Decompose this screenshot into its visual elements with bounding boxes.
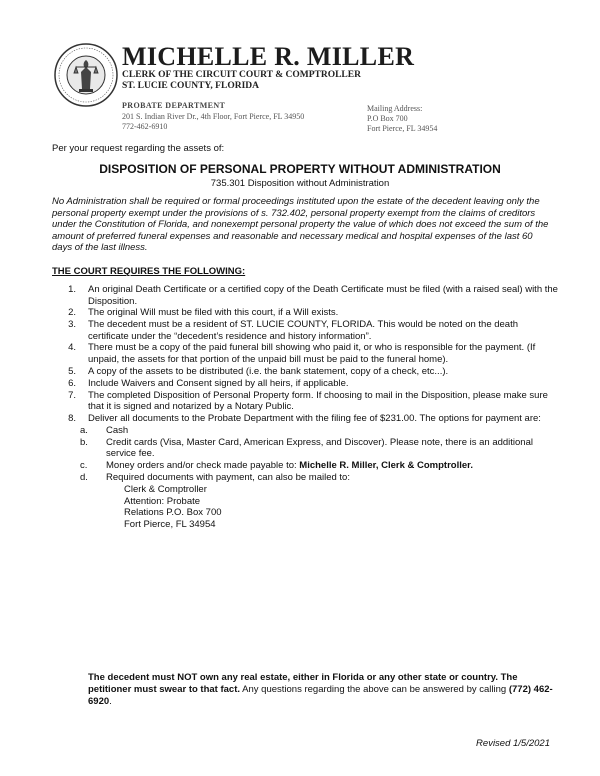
- payment-option-mail: d. Required documents with payment, can also be mailed to:: [80, 471, 350, 483]
- list-item: 3. The decedent must be a resident of ST. LUCIE COUNTY, FLORIDA. This would be noted on the death certificate under the “decedent’s residence and history information”.: [68, 319, 519, 342]
- list-item: 5. A copy of the assets to be distributed (i.e. the bank statement, copy of a check, etc...).: [68, 365, 449, 377]
- mailing-label: Mailing Address:: [367, 104, 423, 113]
- list-item: 8. Deliver all documents to the Probate Department with the filing fee of $231.00. The options for payment are:: [68, 412, 541, 424]
- mailing-city: Fort Pierce, FL 34954: [367, 124, 438, 133]
- list-item: 2. The original Will must be filed with this court, if a Will exists.: [68, 307, 339, 319]
- county-name: ST. LUCIE COUNTY, FLORIDA: [122, 81, 259, 91]
- intro-text: Per your request regarding the assets of:: [52, 143, 225, 154]
- mailing-pobox: P.O Box 700: [367, 114, 408, 123]
- payment-option-credit: b. Credit cards (Visa, Master Card, American Express, and Discover). Please note, there is an additional service fee.: [80, 436, 533, 460]
- department-address: 201 S. Indian River Dr., 4th Floor, Fort Pierce, FL 34950: [122, 112, 305, 121]
- payment-option-cash: a. Cash: [80, 424, 129, 436]
- requirements-list: [0, 284, 600, 530]
- payee-name: Michelle R. Miller, Clerk & Comptroller.: [299, 459, 473, 471]
- list-item: 7. The completed Disposition of Personal Property form. If choosing to mail in the Disposition, please make sure that it is signed and notarized by a Notary Public.: [68, 389, 548, 413]
- list-item: 4. There must be a copy of the paid funeral bill showing who paid it, or who is responsible for the payment. (If unpaid, the assets for that portion of the unpaid bill must be paid to the funeral home).: [68, 342, 536, 365]
- clerk-title: CLERK OF THE CIRCUIT COURT & COMPTROLLER: [122, 70, 361, 80]
- list-item: 1. An original Death Certificate or a certified copy of the Death Certificate must be filed (with a raised seal) with the Disposition.: [68, 284, 558, 307]
- clerk-seal-logo: [54, 43, 118, 107]
- statute-notice: No Administration shall be required or formal proceedings instituted upon the estate of the decedent leaving only the personal property exempt under the provisions of s. 732.402, personal property exempt from the claims of creditors under the Constitution of Florida, and nonexempt personal property the value of which does not exceed the sum of the amount of preferred funeral expenses and reasonable and necessary medical and hospital expenses of the last 60 days of the last illness.: [52, 196, 549, 254]
- requirements-heading: THE COURT REQUIRES THE FOLLOWING:: [52, 266, 246, 277]
- contact-phone: (772) 462-6920: [88, 684, 553, 708]
- document-subtitle: 735.301 Disposition without Administration: [210, 178, 390, 189]
- department-phone: 772-462-6910: [122, 122, 168, 131]
- real-estate-notice: The decedent must NOT own any real estate, either in Florida or any other state or country. The petitioner must swear to that fact. Any questions regarding the above can be answered by calling (772) 462-6920.: [88, 672, 553, 708]
- department-name: PROBATE DEPARTMENT: [122, 101, 226, 110]
- clerk-name: MICHELLE R. MILLER: [122, 42, 415, 71]
- list-item: 6. Include Waivers and Consent signed by all heirs, if applicable.: [68, 377, 349, 389]
- payment-option-check: c. Money orders and/or check made payable to: Michelle R. Miller, Clerk & Comptroller.: [80, 459, 473, 471]
- mail-to-address: Clerk & Comptroller Attention: Probate Relations P.O. Box 700 Fort Pierce, FL 34954: [124, 483, 222, 530]
- revision-date: Revised 1/5/2021: [476, 738, 550, 749]
- document-title: DISPOSITION OF PERSONAL PROPERTY WITHOUT ADMINISTRATION: [99, 162, 501, 176]
